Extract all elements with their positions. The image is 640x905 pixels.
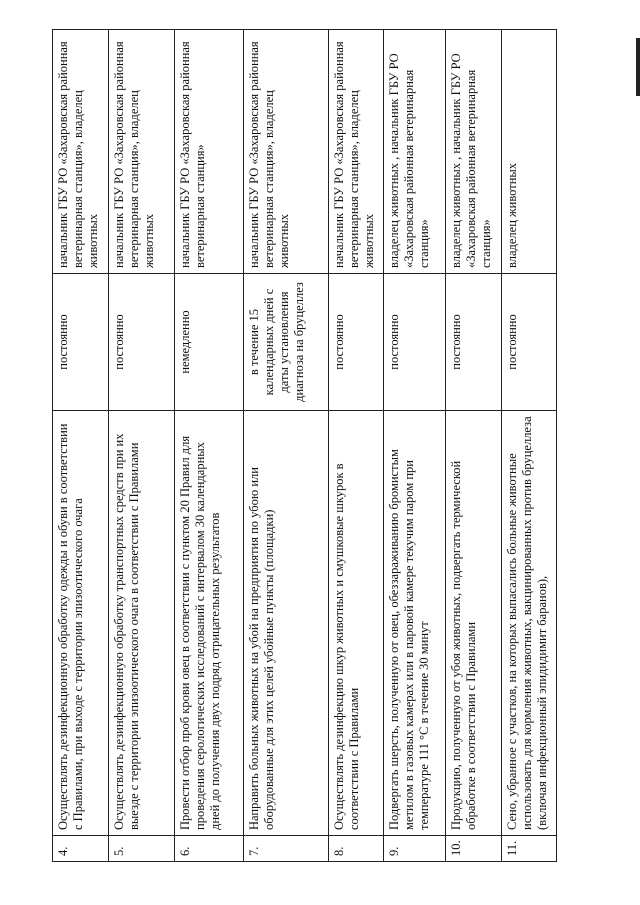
table-row [384,30,446,862]
row-term: в течение 15 календарных дней с даты установления диагноза на бруцеллез [244,274,329,411]
row-action: Осуществлять дезинфекционную обработку одежды и обуви в соответствии с Правилами, при выходе с территории эпизоотического очага [53,411,109,836]
rotated-table-wrapper [52,30,556,862]
row-number: 6. [175,836,244,862]
row-responsible: начальник ГБУ РО «Захаровская районная ветеринарная станция» [175,30,244,274]
row-number: 4. [53,836,109,862]
row-term: немедленно [175,274,244,411]
row-number: 5. [109,836,175,862]
row-responsible: владелец животных , начальник ГБУ РО «Захаровская районная ветеринарная станция» [446,30,502,274]
row-responsible: начальник ГБУ РО «Захаровская районная ветеринарная станция», владелец животных [244,30,329,274]
row-action: Осуществлять дезинфекционную обработку транспортных средств при их выезде с территории эпизоотического очага в соответствии с Правилами [109,411,175,836]
row-responsible: владелец животных , начальник ГБУ РО «Захаровская районная ветеринарная станция» [384,30,446,274]
row-term: постоянно [329,274,384,411]
row-responsible: начальник ГБУ РО «Захаровская районная ветеринарная станция», владелец животных [329,30,384,274]
row-action: Продукцию, полученную от убоя животных, подвергать термической обработке в соответствии с Правилами [446,411,502,836]
table-row [244,30,329,862]
table-row [109,30,175,862]
row-action: Направить больных животных на убой на предприятия по убою или оборудованные для этих целей убойные пункты (площадки) [244,411,329,836]
row-responsible: владелец животных [502,30,557,274]
row-term: постоянно [446,274,502,411]
row-term: постоянно [384,274,446,411]
row-responsible: начальник ГБУ РО «Захаровская районная ветеринарная станция», владелец животных [53,30,109,274]
table-row [446,30,502,862]
row-term: постоянно [109,274,175,411]
row-action: Сено, убранное с участков, на которых выпасались больные животные использовать для кормления животных, вакцинированных против бруцеллеза (включая инфекционный эпидидимит баранов), [502,411,557,836]
measures-table [52,29,557,862]
row-term: постоянно [502,274,557,411]
page-edge-mark [636,38,640,96]
table-row [329,30,384,862]
row-action: Подвергать шерсть, полученную от овец, обеззараживанию бромистым метилом в газовых камерах или в паровой камере текучим паром при температуре 111 °С в течение 30 минут [384,411,446,836]
row-term: постоянно [53,274,109,411]
row-number: 11. [502,836,557,862]
table-row [53,30,109,862]
row-number: 10. [446,836,502,862]
row-action: Провести отбор проб крови овец в соответствии с пунктом 20 Правил для проведения серологических исследований с интервалом 30 календарных дней до получения двух подряд отрицательных результатов [175,411,244,836]
row-action: Осуществлять дезинфекцию шкур животных и смушковые шкурок в соответствии с Правилами [329,411,384,836]
row-number: 8. [329,836,384,862]
table-row [502,30,557,862]
table-row [175,30,244,862]
row-number: 7. [244,836,329,862]
row-number: 9. [384,836,446,862]
row-responsible: начальник ГБУ РО «Захаровская районная ветеринарная станция», владелец животных [109,30,175,274]
